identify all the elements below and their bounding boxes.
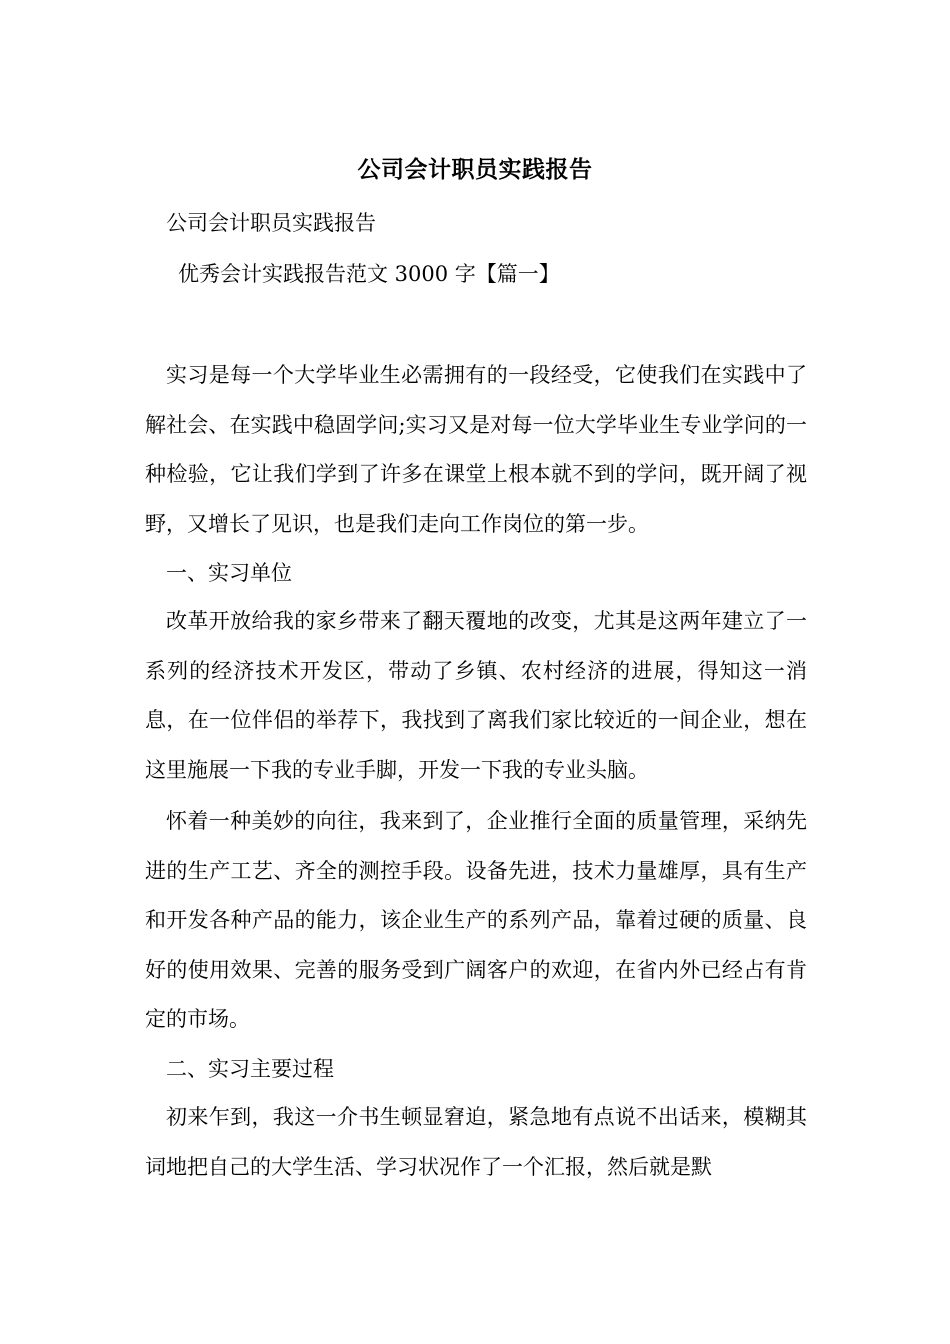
section-heading-internship-process: 二、实习主要过程 (166, 1057, 334, 1081)
paragraph-hometown: 改革开放给我的家乡带来了翻天覆地的改变，尤其是这两年建立了一系列的经济技术开发区，带动了乡镇、农村经济的进展，得知这一消息，在一位伴侣的举荐下，我找到了离我们家比较近的一间企业，想在这里施展一下我的专业手脚，开发一下我的专业头脑。 (145, 609, 807, 782)
paragraph-company: 怀着一种美妙的向往，我来到了，企业推行全面的质量管理，采纳先进的生产工艺、齐全的测控手段。设备先进，技术力量雄厚，具有生产和开发各种产品的能力，该企业生产的系列产品，靠着过硬的质量、良好的使用效果、完善的服务受到广阔客户的欢迎，在省内外已经占有肯定的市场。 (145, 809, 807, 1031)
document-sub-heading: 优秀会计实践报告范文 3000 字【篇一】 (178, 262, 560, 286)
section-heading-internship-unit: 一、实习单位 (166, 561, 292, 585)
document-subtitle: 公司会计职员实践报告 (166, 211, 376, 235)
paragraph-arrival: 初来乍到，我这一介书生顿显窘迫，紧急地有点说不出话来，模糊其词地把自己的大学生活、学习状况作了一个汇报，然后就是默 (145, 1105, 807, 1179)
paragraph-intro: 实习是每一个大学毕业生必需拥有的一段经受，它使我们在实践中了解社会、在实践中稳固学问;实习又是对每一位大学毕业生专业学问的一种检验，它让我们学到了许多在课堂上根本就不到的学问，既开阔了视野，又增长了见识，也是我们走向工作岗位的第一步。 (145, 363, 807, 536)
document-title: 公司会计职员实践报告 (357, 156, 593, 183)
